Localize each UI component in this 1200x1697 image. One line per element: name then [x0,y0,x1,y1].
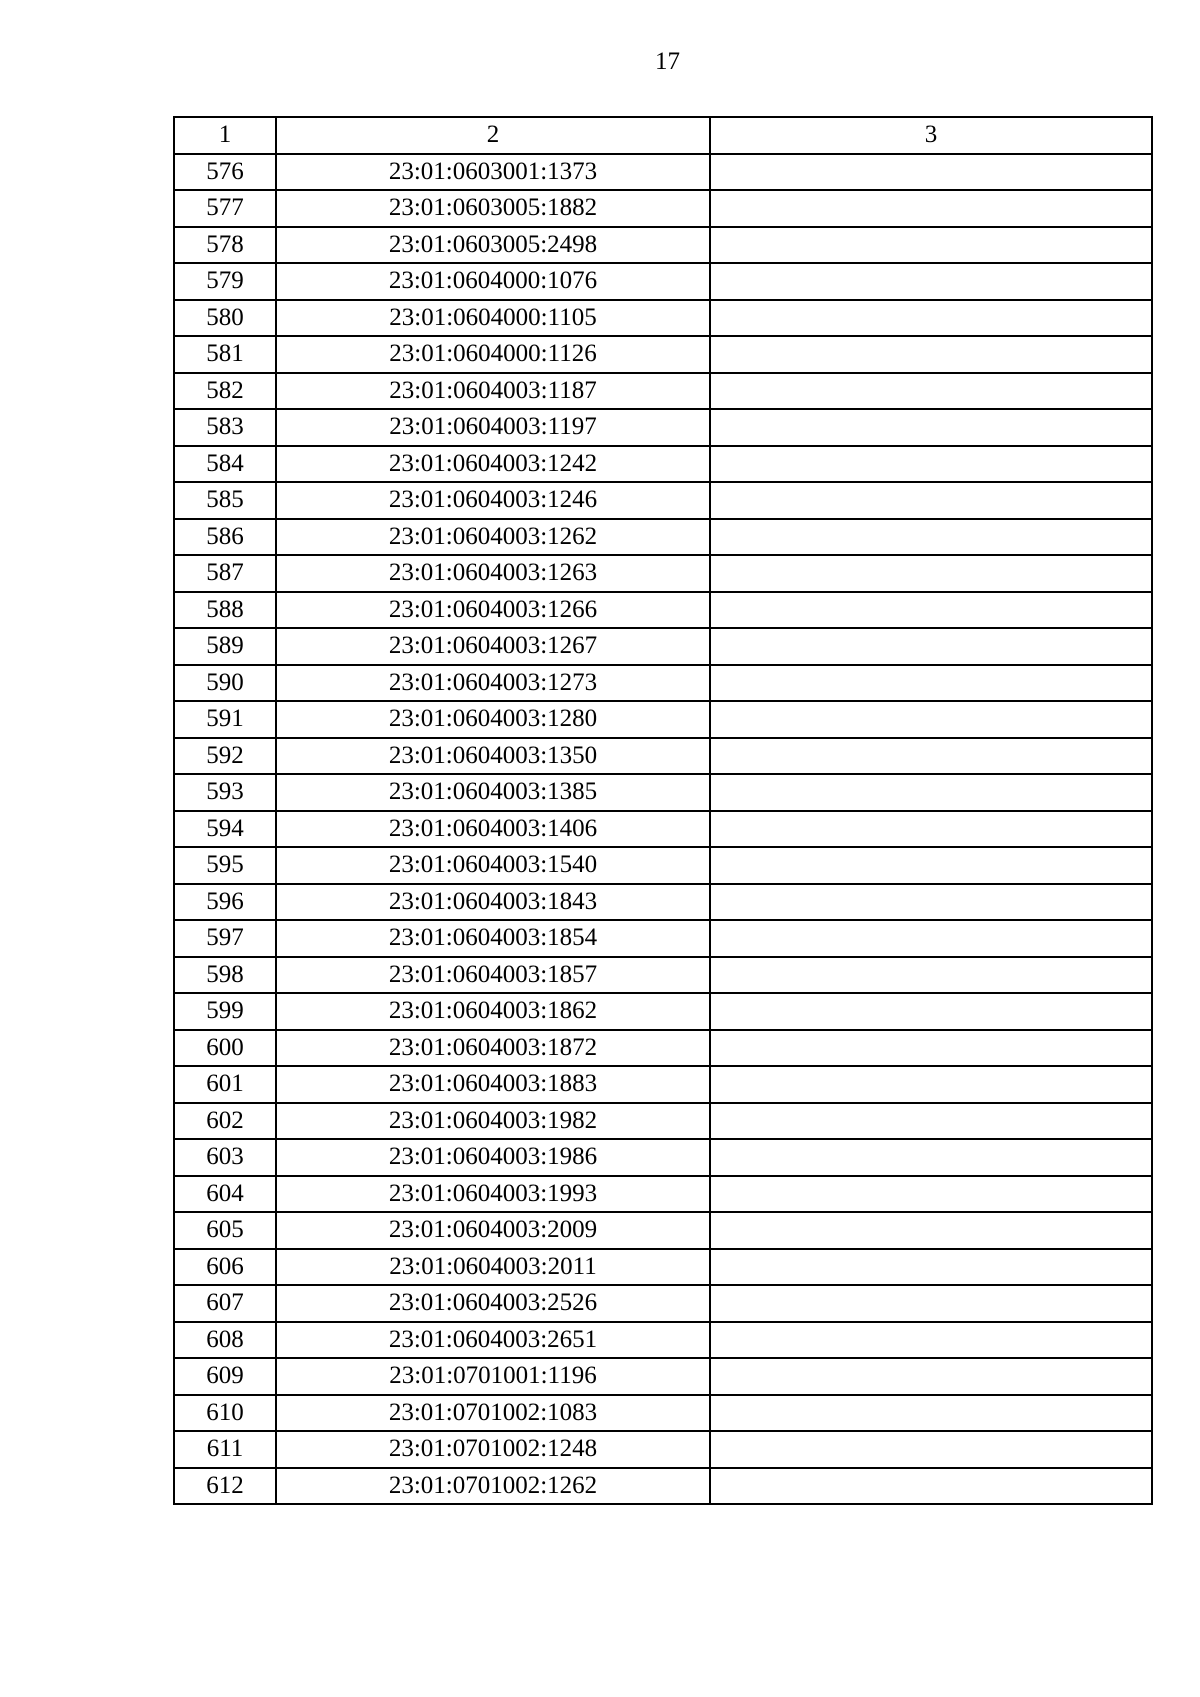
row-number-cell: 577 [174,190,276,227]
row-number-cell: 585 [174,482,276,519]
notes-cell [710,1285,1152,1322]
notes-cell [710,446,1152,483]
cadastral-number-cell: 23:01:0604003:1385 [276,774,710,811]
cadastral-number-cell: 23:01:0604000:1076 [276,263,710,300]
table-row [174,628,1152,665]
row-number-cell: 596 [174,884,276,921]
notes-cell [710,409,1152,446]
notes-cell [710,519,1152,556]
notes-cell [710,847,1152,884]
row-number-cell: 593 [174,774,276,811]
notes-cell [710,154,1152,191]
table-row [174,1285,1152,1322]
cadastral-number-cell: 23:01:0604003:1242 [276,446,710,483]
row-number-cell: 588 [174,592,276,629]
row-number-cell: 581 [174,336,276,373]
cadastral-number-cell: 23:01:0604000:1126 [276,336,710,373]
notes-cell [710,373,1152,410]
table-row [174,263,1152,300]
cadastral-number-cell: 23:01:0604003:1246 [276,482,710,519]
cadastral-number-cell: 23:01:0604003:2011 [276,1249,710,1286]
notes-cell [710,482,1152,519]
notes-cell [710,957,1152,994]
row-number-cell: 609 [174,1358,276,1395]
table-row [174,1139,1152,1176]
cadastral-number-cell: 23:01:0604003:2526 [276,1285,710,1322]
cadastral-number-cell: 23:01:0701002:1262 [276,1468,710,1505]
cadastral-number-cell: 23:01:0604003:1406 [276,811,710,848]
notes-cell [710,774,1152,811]
row-number-cell: 589 [174,628,276,665]
row-number-cell: 605 [174,1212,276,1249]
table-row [174,774,1152,811]
table-row [174,738,1152,775]
cadastral-number-cell: 23:01:0603005:2498 [276,227,710,264]
cadastral-number-cell: 23:01:0604003:1982 [276,1103,710,1140]
row-number-cell: 576 [174,154,276,191]
row-number-cell: 602 [174,1103,276,1140]
notes-cell [710,1212,1152,1249]
header-col-2: 2 [276,117,710,154]
table-row [174,701,1152,738]
notes-cell [710,628,1152,665]
notes-cell [710,665,1152,702]
cadastral-number-cell: 23:01:0604003:2651 [276,1322,710,1359]
row-number-cell: 580 [174,300,276,337]
notes-cell [710,592,1152,629]
notes-cell [710,300,1152,337]
table-row [174,1468,1152,1505]
notes-cell [710,1395,1152,1432]
table-row [174,1103,1152,1140]
table-row [174,1176,1152,1213]
table-row [174,592,1152,629]
table-row [174,665,1152,702]
row-number-cell: 592 [174,738,276,775]
cadastral-number-cell: 23:01:0701001:1196 [276,1358,710,1395]
cadastral-number-cell: 23:01:0604003:1197 [276,409,710,446]
notes-cell [710,227,1152,264]
notes-cell [710,1030,1152,1067]
cadastral-number-cell: 23:01:0603005:1882 [276,190,710,227]
table-row [174,957,1152,994]
cadastral-number-cell: 23:01:0701002:1083 [276,1395,710,1432]
row-number-cell: 597 [174,920,276,957]
cadastral-number-cell: 23:01:0604003:1350 [276,738,710,775]
cadastral-number-cell: 23:01:0604003:1854 [276,920,710,957]
table-row [174,847,1152,884]
cadastral-number-cell: 23:01:0604003:1862 [276,993,710,1030]
table-row [174,336,1152,373]
table-row [174,409,1152,446]
table-row [174,1358,1152,1395]
notes-cell [710,190,1152,227]
row-number-cell: 586 [174,519,276,556]
table-row [174,190,1152,227]
notes-cell [710,1322,1152,1359]
row-number-cell: 591 [174,701,276,738]
row-number-cell: 604 [174,1176,276,1213]
cadastral-number-cell: 23:01:0604003:1263 [276,555,710,592]
row-number-cell: 606 [174,1249,276,1286]
row-number-cell: 590 [174,665,276,702]
notes-cell [710,1431,1152,1468]
table-row [174,884,1152,921]
notes-cell [710,1176,1152,1213]
row-number-cell: 608 [174,1322,276,1359]
table-row [174,446,1152,483]
cadastral-number-cell: 23:01:0604003:1267 [276,628,710,665]
cadastral-number-cell: 23:01:0604003:1883 [276,1066,710,1103]
notes-cell [710,1358,1152,1395]
row-number-cell: 579 [174,263,276,300]
notes-cell [710,884,1152,921]
table-row [174,555,1152,592]
row-number-cell: 611 [174,1431,276,1468]
header-col-3: 3 [710,117,1152,154]
notes-cell [710,993,1152,1030]
row-number-cell: 582 [174,373,276,410]
table-row [174,920,1152,957]
cadastral-number-cell: 23:01:0604003:1273 [276,665,710,702]
notes-cell [710,555,1152,592]
table-row [174,1322,1152,1359]
row-number-cell: 600 [174,1030,276,1067]
cadastral-number-cell: 23:01:0604003:1857 [276,957,710,994]
row-number-cell: 599 [174,993,276,1030]
notes-cell [710,1066,1152,1103]
table-row [174,300,1152,337]
table-row [174,1066,1152,1103]
row-number-cell: 612 [174,1468,276,1505]
notes-cell [710,336,1152,373]
cadastral-number-cell: 23:01:0604003:1266 [276,592,710,629]
table-row [174,227,1152,264]
row-number-cell: 601 [174,1066,276,1103]
row-number-cell: 587 [174,555,276,592]
cadastral-number-cell: 23:01:0604003:1872 [276,1030,710,1067]
cadastral-number-cell: 23:01:0604003:1993 [276,1176,710,1213]
table-row [174,154,1152,191]
row-number-cell: 583 [174,409,276,446]
table-row [174,519,1152,556]
row-number-cell: 584 [174,446,276,483]
table-row [174,373,1152,410]
notes-cell [710,263,1152,300]
row-number-cell: 595 [174,847,276,884]
table-row [174,811,1152,848]
table-row [174,1030,1152,1067]
cadastral-number-cell: 23:01:0604003:1187 [276,373,710,410]
row-number-cell: 607 [174,1285,276,1322]
notes-cell [710,1103,1152,1140]
table-row [174,1395,1152,1432]
row-number-cell: 603 [174,1139,276,1176]
cadastral-number-cell: 23:01:0604003:2009 [276,1212,710,1249]
notes-cell [710,811,1152,848]
cadastral-number-cell: 23:01:0604003:1843 [276,884,710,921]
cadastral-number-cell: 23:01:0604003:1262 [276,519,710,556]
cadastral-number-cell: 23:01:0701002:1248 [276,1431,710,1468]
row-number-cell: 598 [174,957,276,994]
page-number: 17 [655,48,680,75]
notes-cell [710,1249,1152,1286]
table-row [174,993,1152,1030]
cadastral-number-cell: 23:01:0604003:1280 [276,701,710,738]
table-row [174,1249,1152,1286]
notes-cell [710,1468,1152,1505]
table-row [174,1431,1152,1468]
cadastral-number-cell: 23:01:0604003:1540 [276,847,710,884]
cadastral-number-cell: 23:01:0604003:1986 [276,1139,710,1176]
table-row [174,482,1152,519]
notes-cell [710,920,1152,957]
header-col-1: 1 [174,117,276,154]
table-row [174,1212,1152,1249]
row-number-cell: 594 [174,811,276,848]
row-number-cell: 610 [174,1395,276,1432]
cadastral-table [173,116,1153,1505]
notes-cell [710,738,1152,775]
table-header-row [174,117,1152,154]
row-number-cell: 578 [174,227,276,264]
notes-cell [710,701,1152,738]
notes-cell [710,1139,1152,1176]
cadastral-number-cell: 23:01:0603001:1373 [276,154,710,191]
cadastral-number-cell: 23:01:0604000:1105 [276,300,710,337]
